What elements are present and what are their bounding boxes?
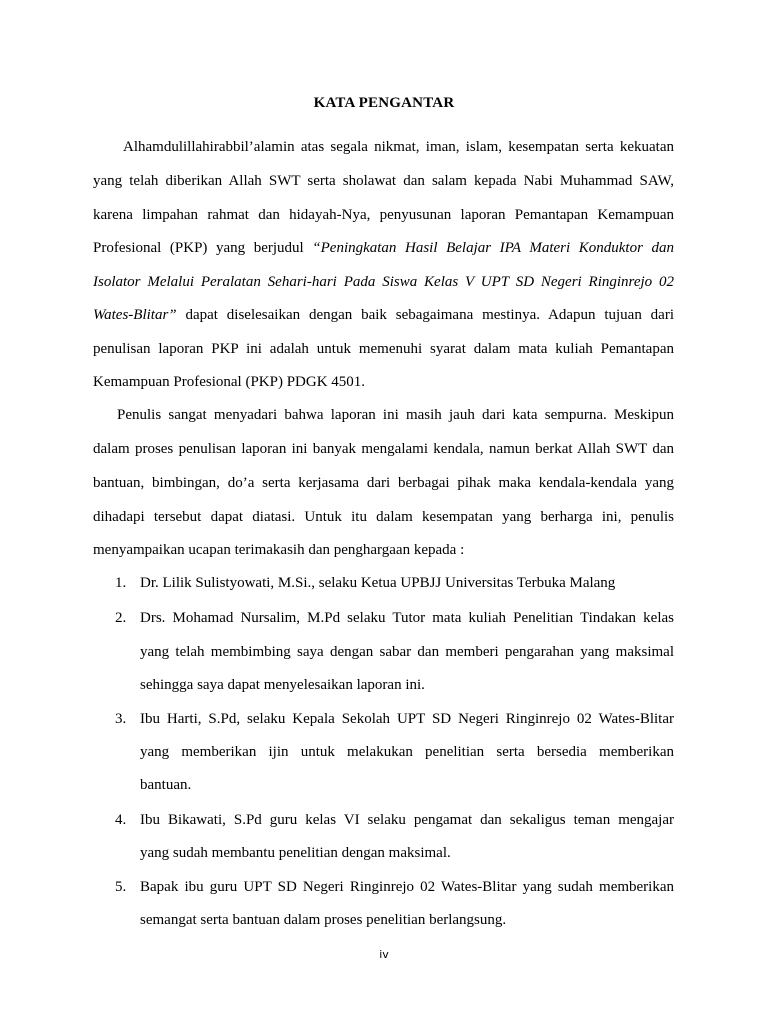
paragraph-2-line-1: Penulis sangat menyadari bahwa laporan ini masih jauh dari kata sempurna. Meskipun	[117, 407, 674, 423]
page-title: KATA PENGANTAR	[313, 95, 455, 111]
paragraph-2-line-2: dalam proses penulisan laporan ini banyak mengalami kendala, namun berkat Allah SWT dan	[93, 441, 674, 457]
list-item-3-number: 3.	[115, 711, 127, 727]
list-item-2-number: 2.	[115, 610, 127, 626]
list-item-2-line-2: yang telah membimbing saya dengan sabar dan memberi pengarahan yang maksimal	[140, 644, 674, 660]
paragraph-1-line-6-title: Wates-Blitar”	[93, 307, 177, 323]
paragraph-2-line-4: dihadapi tersebut dapat diatasi. Untuk itu dalam kesempatan yang berharga ini, penulis	[93, 509, 674, 525]
list-item-5-number: 5.	[115, 879, 127, 895]
list-item-3-line-3: bantuan.	[140, 777, 192, 793]
list-item-2-line-3: sehingga saya dapat menyelesaikan laporan ini.	[140, 677, 425, 693]
paragraph-1-line-6	[93, 305, 674, 325]
page-number: iv	[379, 948, 389, 961]
paragraph-1-line-1: Alhamdulillahirabbil’alamin atas segala nikmat, iman, islam, kesempatan serta kekuatan	[123, 139, 674, 155]
list-item-5-line-1: Bapak ibu guru UPT SD Negeri Ringinrejo 02 Wates-Blitar yang sudah memberikan	[140, 879, 674, 895]
list-item-4-line-2: yang sudah membantu penelitian dengan maksimal.	[140, 845, 451, 861]
list-item-3-line-2: yang memberikan ijin untuk melakukan penelitian serta bersedia memberikan	[140, 744, 674, 760]
list-item-1-line-1: Dr. Lilik Sulistyowati, M.Si., selaku Ketua UPBJJ Universitas Terbuka Malang	[140, 575, 616, 591]
list-item-1-number: 1.	[115, 575, 127, 591]
paragraph-1-line-5	[93, 272, 674, 292]
paragraph-1-line-2: yang telah diberikan Allah SWT serta sholawat dan salam kepada Nabi Muhammad SAW,	[93, 173, 674, 189]
paragraph-1-line-6-text: dapat diselesaikan dengan baik sebagaimana mestinya. Adapun tujuan dari	[176, 307, 674, 323]
list-item-5-line-2: semangat serta bantuan dalam proses penelitian berlangsung.	[140, 912, 507, 928]
paragraph-1-line-4	[93, 238, 674, 258]
paragraph-1-line-4-title: “Peningkatan Hasil Belajar IPA Materi Konduktor dan	[312, 240, 674, 256]
list-item-3-line-1: Ibu Harti, S.Pd, selaku Kepala Sekolah UPT SD Negeri Ringinrejo 02 Wates-Blitar	[140, 711, 674, 727]
list-item-2-line-1: Drs. Mohamad Nursalim, M.Pd selaku Tutor mata kuliah Penelitian Tindakan kelas	[140, 610, 674, 626]
list-item-4-line-1: Ibu Bikawati, S.Pd guru kelas VI selaku pengamat dan sekaligus teman mengajar	[140, 812, 674, 828]
paragraph-2-line-5: menyampaikan ucapan terimakasih dan penghargaan kepada :	[93, 542, 465, 558]
paragraph-1-line-4-text: Profesional (PKP) yang berjudul	[93, 240, 313, 256]
paragraph-1-line-5-title: Isolator Melalui Peralatan Sehari-hari Pada Siswa Kelas V UPT SD Negeri Ringinrejo 02	[93, 274, 674, 290]
paragraph-1-line-3: karena limpahan rahmat dan hidayah-Nya, penyusunan laporan Pemantapan Kemampuan	[93, 207, 674, 223]
paragraph-1-line-7: penulisan laporan PKP ini adalah untuk memenuhi syarat dalam mata kuliah Pemantapan	[93, 341, 674, 357]
paragraph-2-line-3: bantuan, bimbingan, do’a serta kerjasama dari berbagai pihak maka kendala-kendala yang	[93, 475, 674, 491]
paragraph-1-line-8: Kemampuan Profesional (PKP) PDGK 4501.	[93, 374, 366, 390]
list-item-4-number: 4.	[115, 812, 127, 828]
